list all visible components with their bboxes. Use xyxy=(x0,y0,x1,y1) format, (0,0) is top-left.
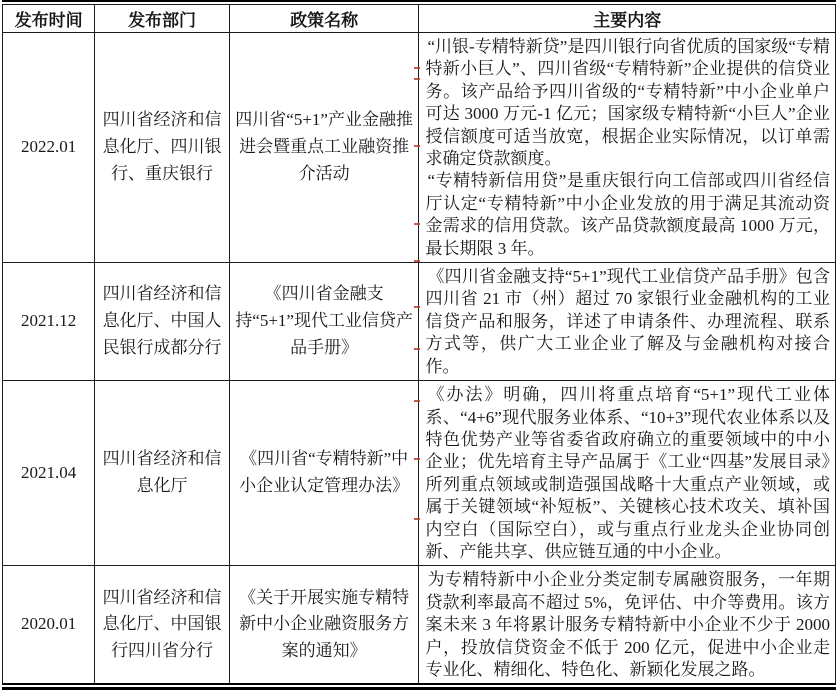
date-cell: 2021.04 xyxy=(3,381,95,566)
content-paragraph: “川银-专精特新贷”是四川银行向省优质的国家级“专精特新小巨人”、四川省级“专精特新”企业提供的信贷业务。该产品给予四川省级的“专精特新”中小企业单户可达 3000 万元-1 亿元；国家级专精特新“小巨人”企业授信额度可适当放宽，根据企业实际情况，以订单需求确定贷款额度。 xyxy=(425,37,830,169)
table-row xyxy=(3,381,836,566)
date-cell: 2021.12 xyxy=(3,263,95,381)
department-cell: 四川省经济和信息化厅、中国银行四川省分行 xyxy=(95,566,229,685)
content-cell xyxy=(419,33,836,263)
policy-cell: 《四川省金融支持“5+1”现代工业信贷产品手册》 xyxy=(229,263,419,381)
header-cell-content: 主要内容 xyxy=(419,5,836,33)
policy-cell: 《关于开展实施专精特新中小企业融资服务方案的通知》 xyxy=(229,566,419,685)
red-revision-mark xyxy=(414,400,420,402)
red-revision-mark xyxy=(414,223,420,225)
policy-cell: 《四川省“专精特新”中小企业认定管理办法》 xyxy=(229,381,419,566)
date-cell: 2022.01 xyxy=(3,33,95,263)
content-cell xyxy=(419,381,836,566)
red-revision-mark xyxy=(414,348,420,350)
content-paragraph: “专精特新信用贷”是重庆银行向工信部或四川省经信厅认定“专精特新”中小企业发放的用于满足其流动资金需求的信用贷款。该产品贷款额度最高 1000 万元，最长期限 3 年。 xyxy=(425,171,830,258)
policy-table-frame xyxy=(2,0,836,690)
policy-cell: 四川省“5+1”产业金融推进会暨重点工业融资推介活动 xyxy=(229,33,419,263)
content-cell xyxy=(419,263,836,381)
content-paragraph: 《办法》明确，四川将重点培育“5+1”现代工业体系、“4+6”现代服务业体系、“10+3”现代农业体系以及特色优势产业等省委省政府确立的重要领域中的中小企业；优先培育主导产品属于《工业“四基”发展目录》所列重点领域或制造强国战略十大重点产业领域，或属于关键领域“补短板”、关键核心技术攻关、填补国内空白（国际空白），或与重点行业龙头企业协同创新、产能共享、供应链互通的中小企业。 xyxy=(425,385,830,561)
red-revision-mark xyxy=(414,458,420,460)
header-row xyxy=(3,5,836,33)
header-cell-department: 发布部门 xyxy=(95,5,229,33)
red-revision-mark xyxy=(414,306,420,308)
content-paragraph: 为专精特新中小企业分类定制专属融资服务，一年期贷款利率最高不超过 5%，免评估、中介等费用。该方案未来 3 年将累计服务专精特新中小企业不少于 2000 户，投放信贷资金不低于 200 亿元，促进中小企业走专业化、精细化、特色化、新颖化发展之路。 xyxy=(425,570,830,679)
content-cell xyxy=(419,566,836,685)
department-cell: 四川省经济和信息化厅、四川银行、重庆银行 xyxy=(95,33,229,263)
red-revision-mark xyxy=(414,67,420,69)
red-revision-mark xyxy=(414,260,420,262)
header-cell-policy: 政策名称 xyxy=(229,5,419,33)
content-paragraph: 《四川省金融支持“5+1”现代工业信贷产品手册》包含四川省 21 市（州）超过 70 家银行业金融机构的工业信贷产品和服务，详述了申请条件、办理流程、联系方式等，供广大工业企业了解及与金融机构对接合作。 xyxy=(425,267,830,376)
header-cell-date: 发布时间 xyxy=(3,5,95,33)
table-row xyxy=(3,566,836,685)
policy-table xyxy=(2,4,836,685)
table-row xyxy=(3,263,836,381)
red-revision-mark xyxy=(414,78,420,80)
department-cell: 四川省经济和信息化厅 xyxy=(95,381,229,566)
red-revision-mark xyxy=(414,145,420,147)
department-cell: 四川省经济和信息化厅、中国人民银行成都分行 xyxy=(95,263,229,381)
date-cell: 2020.01 xyxy=(3,566,95,685)
red-revision-mark xyxy=(414,518,420,520)
